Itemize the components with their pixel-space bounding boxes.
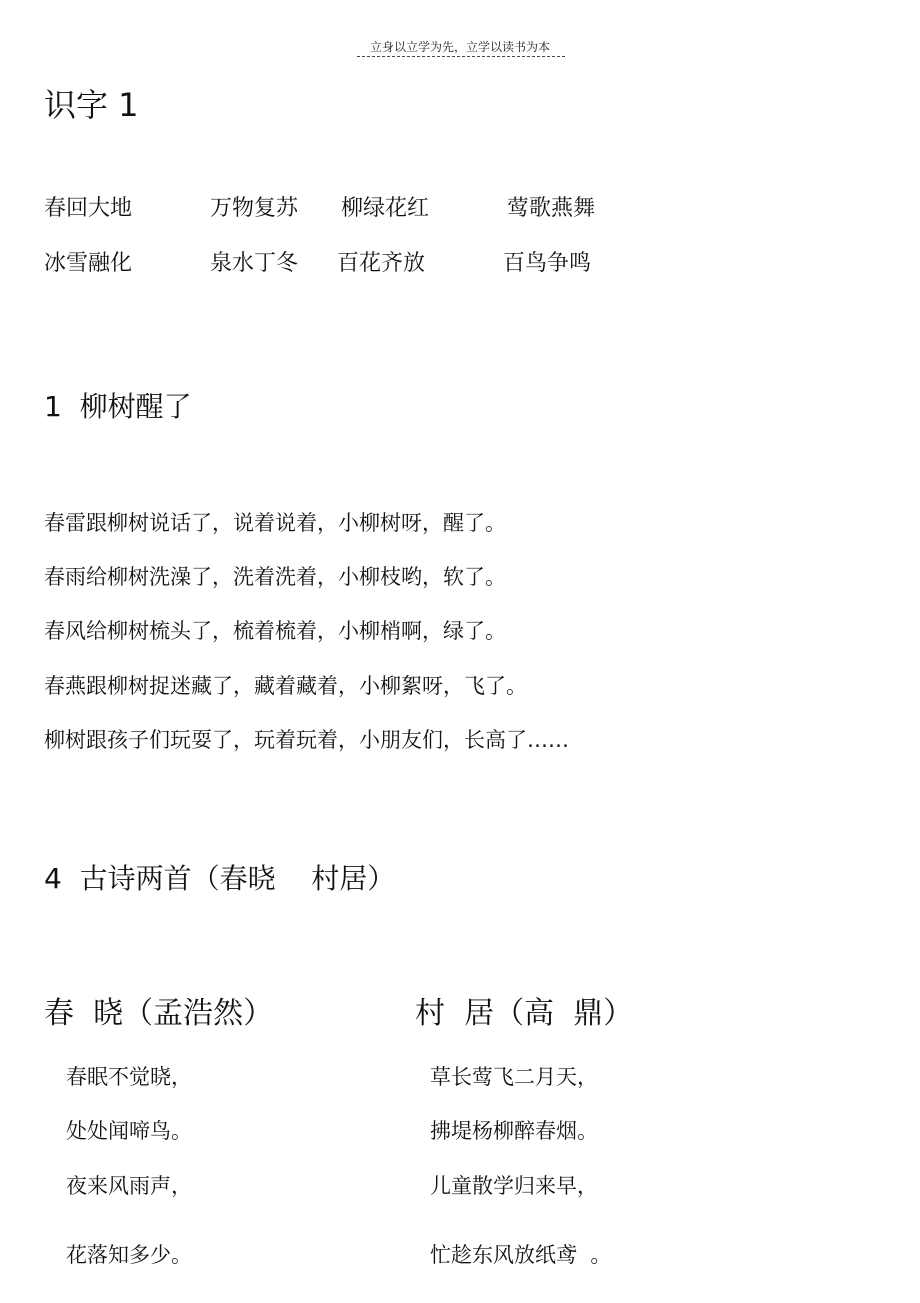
poem-line: 夜来风雨声， — [66, 1174, 192, 1198]
poem-title-cunju: 村 居（高 鼎） — [415, 996, 634, 1031]
header-divider — [357, 56, 565, 57]
section-title-gushi: 4 古诗两首（春晓 村居） — [44, 862, 396, 895]
word-item: 万物复苏 — [210, 196, 299, 221]
poem-line: 拂堤杨柳醉春烟。 — [430, 1119, 598, 1143]
word-item: 春回大地 — [44, 196, 133, 221]
page-header: 立身以立学为先，立学以读书为本 — [369, 40, 550, 54]
poem-line: 花落知多少。 — [66, 1243, 192, 1267]
section-title-liushu: 1 柳树醒了 — [44, 390, 192, 423]
poem-title-chunxiao: 春 晓（孟浩然） — [44, 996, 274, 1031]
word-item: 莺歌燕舞 — [507, 196, 596, 221]
poem-line: 儿童散学归来早， — [430, 1174, 598, 1198]
poem-line: 忙趁东风放纸鸢 。 — [430, 1243, 612, 1267]
text-line: 柳树跟孩子们玩耍了，玩着玩着，小朋友们，长高了…… — [44, 728, 569, 752]
text-line: 春风给柳树梳头了，梳着梳着，小柳梢啊，绿了。 — [44, 619, 506, 643]
poem-line: 春眠不觉晓， — [66, 1065, 192, 1089]
poem-line: 草长莺飞二月天， — [430, 1065, 598, 1089]
poem-line: 处处闻啼鸟。 — [66, 1119, 192, 1143]
word-item: 冰雪融化 — [44, 251, 133, 276]
word-item: 柳绿花红 — [341, 196, 430, 221]
word-item: 泉水丁冬 — [210, 251, 299, 276]
word-item: 百花齐放 — [337, 251, 426, 276]
section-title-shizi: 识字 1 — [44, 86, 139, 124]
text-line: 春雷跟柳树说话了，说着说着，小柳树呀，醒了。 — [44, 511, 506, 535]
text-line: 春雨给柳树洗澡了，洗着洗着，小柳枝哟，软了。 — [44, 565, 506, 589]
text-line: 春燕跟柳树捉迷藏了，藏着藏着，小柳絮呀，飞了。 — [44, 674, 527, 698]
word-item: 百鸟争鸣 — [503, 251, 592, 276]
